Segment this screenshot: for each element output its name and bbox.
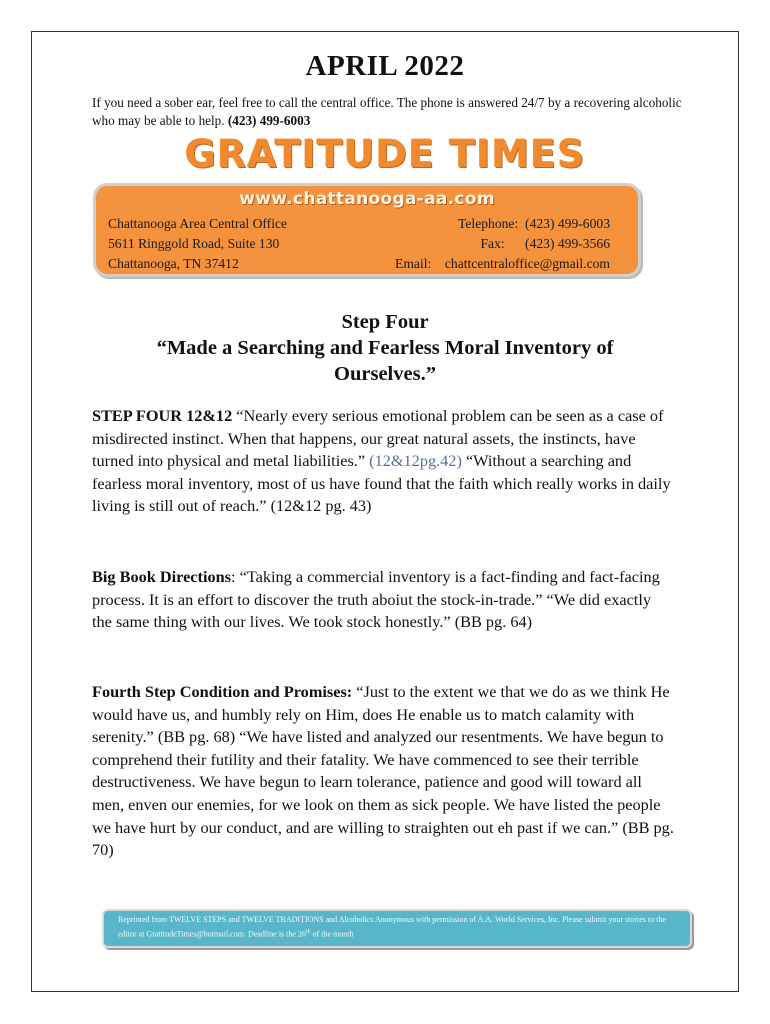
intro-text: If you need a sober ear, feel free to call the central office. The phone is answered 24/7 by a recovering alcoholic who may be able to help. [92, 95, 682, 128]
big-book-directions-paragraph [92, 566, 674, 634]
section-label: Big Book Directions [92, 567, 232, 586]
step-text-line: “Made a Searching and Fearless Moral Inventory of [156, 337, 614, 359]
intro-paragraph [92, 94, 692, 130]
section-label: STEP FOUR 12&12 [92, 406, 233, 425]
section-text: : “Taking a commercial inventory is a fact-finding and fact-facing process. It is an effort to discover the truth aboiut the stock-in-trade.” “We did exactly the same thing with our lives. We took stock honestly.” (BB pg. 64) [92, 567, 660, 632]
section-label: Fourth Step Condition and Promises: [92, 682, 353, 701]
section-text: “Just to the extent we that we do as we think He would have us, and humbly rely on Him, does He enable us to match calamity with serenity.” (BB pg. 68) “We have listed and analyzed our resentments. We have begun to comprehend their futility and their fatality. We have commenced to see their terrible destructiveness. We have begun to learn tolerance, patience and good will toward all men, enven our enemies, for we look on them as sick people. We have listed the people we have hurt by our conduct, and are willing to straighten out eh past if we can.” (BB pg. 70) [92, 682, 674, 860]
condition-promises-paragraph [92, 681, 674, 862]
email-line[interactable]: Email: chattcentraloffice@gmail.com [395, 256, 610, 271]
step-heading [0, 309, 770, 387]
address-line: Chattanooga, TN 37412 [108, 256, 239, 271]
footer-text: Reprinted from TWELVE STEPS and TWELVE TRADITIONS and Alcoholics Anonymous with permission of A.A. World Services, Inc. Please submit your stories to the editor at GratitudeTimes@hotmail.com. Deadline is the 26 [118, 915, 666, 939]
page-reference: (12&12pg.42) [369, 451, 462, 471]
office-address [108, 214, 287, 274]
newsletter-masthead: GRATITUDE TIMES [184, 132, 586, 176]
address-line: 5611 Ringgold Road, Suite 130 [108, 236, 280, 251]
issue-month-title: APRIL 2022 [305, 50, 465, 82]
telephone-line: Telephone: (423) 499-6003 [458, 216, 610, 231]
footer-text-end: of the month [310, 929, 354, 939]
contact-banner [93, 183, 641, 277]
reprint-footer [102, 909, 692, 948]
intro-phone: (423) 499-6003 [227, 113, 311, 128]
step-text-line: Ourselves.” [334, 363, 436, 385]
step-four-12and12-paragraph [92, 405, 674, 518]
footer-superscript: th [305, 929, 311, 935]
fax-line: Fax: (423) 499-3566 [480, 236, 610, 251]
website-link[interactable]: www.chattanooga-aa.com [239, 189, 495, 209]
office-contact [395, 214, 610, 274]
section-text: “Nearly every serious emotional problem can be seen as a case of misdirected instinct. When that happens, our great natural assets, the instincts, have turned into physical and metal liabilities.” [92, 406, 664, 471]
step-number: Step Four [341, 311, 429, 333]
section-text: “Without a searching and fearless moral inventory, most of us have found that the faith which really works in daily living is still out of reach.” (12&12 pg. 43) [92, 451, 671, 516]
address-line: Chattanooga Area Central Office [108, 216, 288, 231]
